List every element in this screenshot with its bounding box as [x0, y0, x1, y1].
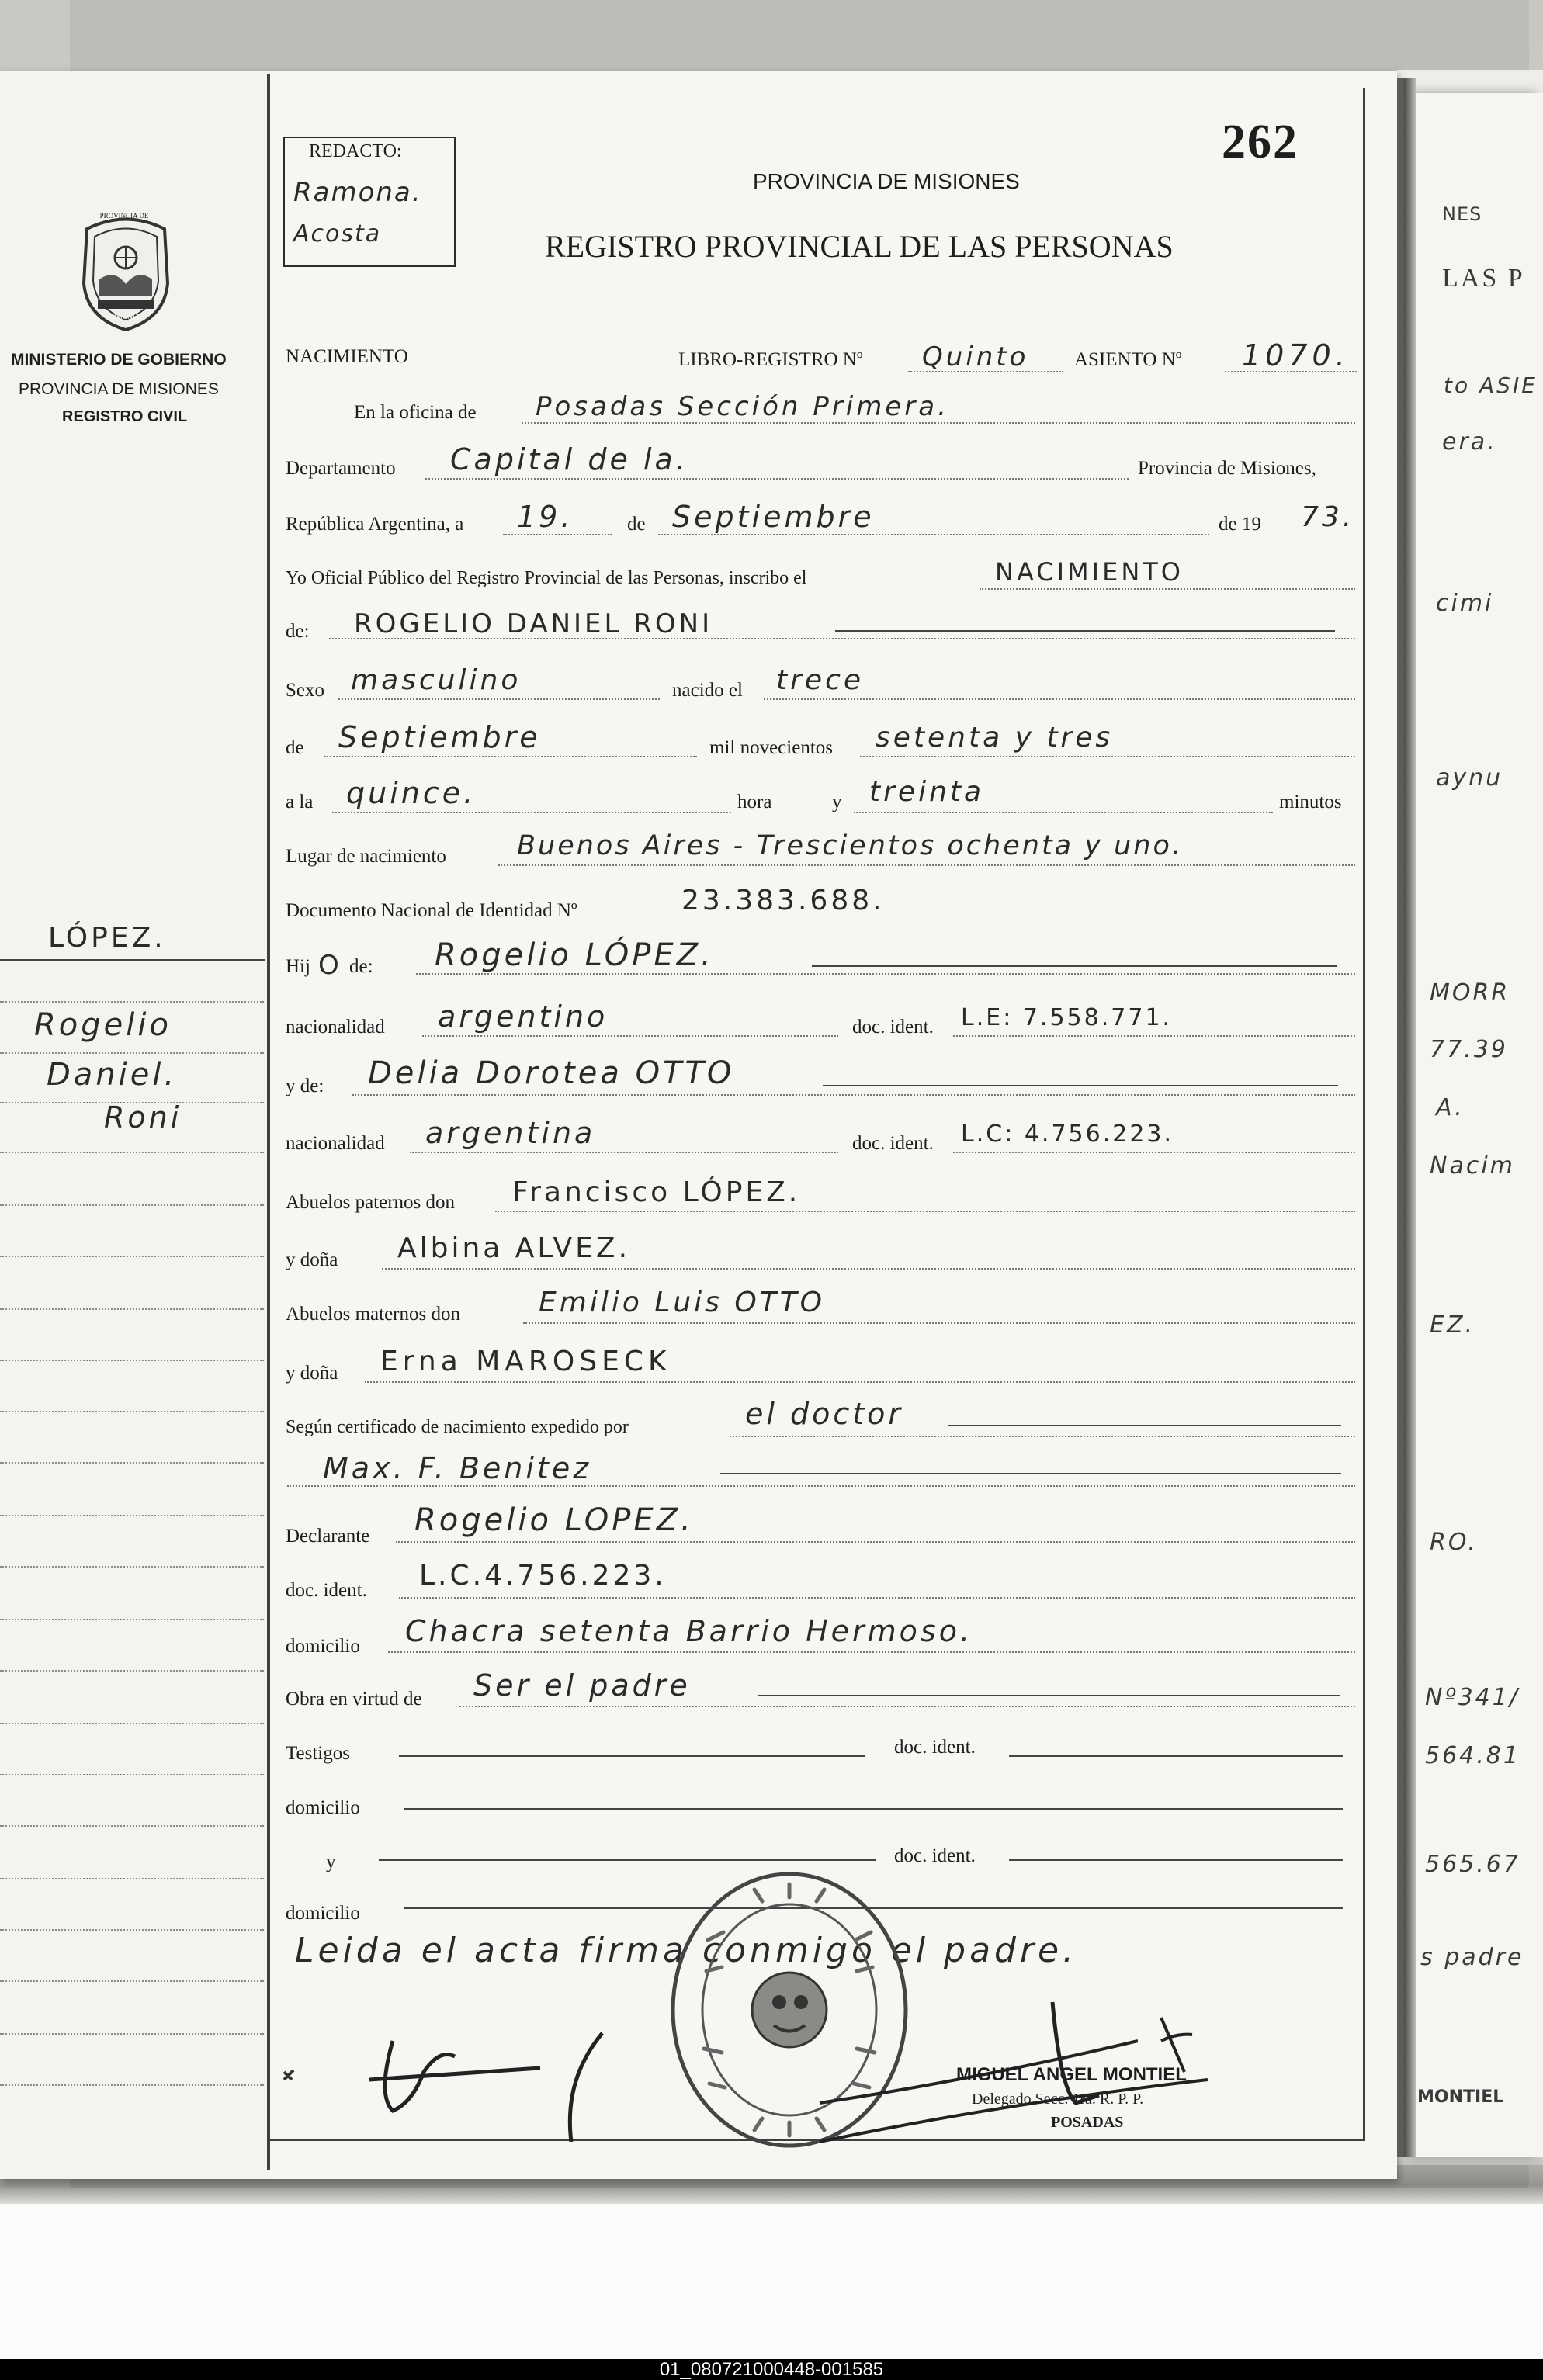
back-text: MORR — [1430, 979, 1510, 1006]
back-text: s padre — [1420, 1944, 1524, 1971]
obra-label: Obra en virtud de — [286, 1689, 422, 1710]
decl-doc-value: L.C.4.756.223. — [419, 1560, 667, 1592]
stub-line — [0, 1360, 264, 1361]
redacto-label: REDACTO: — [309, 141, 402, 161]
back-text: 565.67 — [1425, 1851, 1520, 1878]
month-value: Septiembre — [672, 500, 875, 534]
father-name-value: Rogelio LÓPEZ. — [435, 937, 714, 973]
stub-surname-line — [0, 959, 265, 961]
doctor-value: Max. F. Benitez — [323, 1451, 592, 1485]
domicilio3-label: domicilio — [286, 1903, 360, 1924]
back-text: LAS P — [1442, 264, 1525, 293]
back-text: Nº341/ — [1425, 1684, 1520, 1711]
ala-label: a la — [286, 792, 314, 812]
testigos-rule — [399, 1755, 865, 1757]
stub-line — [0, 1723, 264, 1724]
lugar-line — [498, 864, 1355, 866]
abuela-m-label: y doña — [286, 1363, 338, 1384]
abuelo-p-value: Francisco LÓPEZ. — [512, 1176, 801, 1208]
record-type-label: NACIMIENTO — [286, 346, 408, 367]
lugar-value: Buenos Aires - Trescientos ochenta y uno. — [517, 830, 1183, 861]
certificado-rule — [948, 1425, 1341, 1426]
stub-line — [0, 1102, 264, 1103]
declarante-line — [396, 1541, 1355, 1543]
year-value: 73. — [1301, 501, 1355, 533]
abuela-m-line — [365, 1381, 1355, 1383]
father-doc-line — [953, 1035, 1355, 1037]
hora-value: quince. — [346, 776, 477, 810]
departamento-label: Departamento — [286, 458, 396, 479]
back-text: 564.81 — [1425, 1742, 1520, 1769]
stub-line — [0, 1411, 264, 1412]
stub-line — [0, 1929, 264, 1931]
departamento-value: Capital de la. — [450, 442, 688, 476]
domicilio2-rule — [404, 1808, 1343, 1810]
mil-value: setenta y tres — [876, 722, 1114, 753]
father-name-rule — [812, 965, 1337, 967]
abuela-p-value: Albina ALVEZ. — [397, 1232, 631, 1264]
mother-nat-value: argentina — [425, 1116, 596, 1150]
certificado-value: el doctor — [745, 1397, 904, 1431]
mother-nat-label: nacionalidad — [286, 1133, 385, 1154]
father-nat-label: nacionalidad — [286, 1017, 385, 1038]
birth-month-value: Septiembre — [338, 720, 541, 754]
declarante-label: Declarante — [286, 1526, 370, 1547]
stub-given-3: Roni — [104, 1100, 182, 1135]
stub-surname: LÓPEZ. — [48, 922, 166, 954]
decl-doc-line — [399, 1597, 1355, 1599]
stub-line — [0, 1825, 264, 1827]
back-text: era. — [1442, 428, 1497, 456]
stub-line — [0, 1619, 264, 1620]
stub-line — [0, 1462, 264, 1464]
abuelo-p-line — [495, 1211, 1355, 1212]
testigo2-doc-label: doc. ident. — [894, 1845, 976, 1866]
oficial-value: NACIMIENTO — [995, 557, 1184, 587]
declarante-value: Rogelio LOPEZ. — [414, 1502, 694, 1538]
mother-doc-label: doc. ident. — [852, 1133, 934, 1154]
stub-line — [0, 1001, 264, 1003]
month-line — [658, 534, 1209, 535]
hijo-suffix: O — [318, 950, 339, 981]
testigos-doc-rule — [1009, 1755, 1343, 1757]
libro-line — [908, 371, 1063, 372]
hijo-label: Hij — [286, 956, 310, 977]
redacto-name-2: Acosta — [293, 220, 382, 248]
child-name-rule — [835, 630, 1335, 632]
back-text: cimi — [1436, 590, 1494, 617]
stub-line — [0, 1256, 264, 1257]
mother-doc-line — [953, 1152, 1355, 1153]
page-number: 262 — [1222, 116, 1299, 168]
sexo-label: Sexo — [286, 680, 324, 701]
obra-value: Ser el padre — [473, 1668, 691, 1703]
stub-line — [0, 1670, 264, 1672]
y-label: y — [832, 792, 842, 812]
father-nat-line — [422, 1035, 838, 1037]
abuelos-m-label: Abuelos maternos don — [286, 1304, 460, 1325]
de-label: de — [627, 514, 646, 535]
provincia-suffix: Provincia de Misiones, — [1138, 458, 1316, 479]
mother-name-rule — [823, 1085, 1338, 1086]
table-surface — [0, 2204, 1543, 2359]
oficial-text: Yo Oficial Público del Registro Provincial de las Personas, inscribo el — [286, 568, 807, 588]
mother-name-line — [352, 1094, 1355, 1096]
back-text: aynu — [1436, 764, 1503, 792]
seal-text-top: PROVINCIA DE — [99, 212, 149, 220]
image-id-label: 01_080721000448-001585 — [659, 2359, 884, 2380]
departamento-line — [425, 478, 1129, 480]
obra-line — [459, 1706, 1355, 1707]
stub-line — [0, 1774, 264, 1775]
asiento-value: 1070. — [1242, 338, 1350, 372]
mil-line — [860, 756, 1355, 757]
child-name-line — [329, 638, 1355, 639]
back-text: NES — [1442, 203, 1482, 225]
hora-label: hora — [737, 792, 772, 812]
doctor-line — [287, 1485, 1355, 1487]
minutos-value: treinta — [869, 776, 985, 808]
libro-label: LIBRO-REGISTRO Nº — [678, 349, 863, 370]
back-text: EZ. — [1430, 1311, 1475, 1339]
father-name-line — [416, 973, 1355, 975]
y2-label: y — [326, 1852, 336, 1872]
domicilio2-label: domicilio — [286, 1797, 360, 1818]
right-frame-line — [1363, 88, 1365, 2141]
mother-nat-line — [410, 1152, 838, 1153]
dni-value: 23.383.688. — [681, 885, 885, 916]
hora-line — [332, 812, 731, 813]
official-city: POSADAS — [1051, 2114, 1124, 2131]
doctor-rule — [720, 1473, 1341, 1474]
obra-rule — [758, 1695, 1340, 1696]
back-text: A. — [1436, 1094, 1465, 1121]
mother-doc-value: L.C: 4.756.223. — [961, 1121, 1174, 1148]
de2-label: de — [286, 737, 304, 758]
testigos-doc-label: doc. ident. — [894, 1737, 976, 1758]
back-text: MONTIEL — [1417, 2087, 1504, 2107]
stub-line — [0, 1308, 264, 1310]
asiento-line — [1225, 371, 1357, 372]
ministry-line-3: REGISTRO CIVIL — [62, 408, 188, 425]
stub-given-2: Daniel. — [47, 1057, 178, 1093]
official-name: MIGUEL ANGEL MONTIEL — [956, 2064, 1187, 2085]
father-doc-value: L.E: 7.558.771. — [961, 1004, 1173, 1031]
ministry-line-1: MINISTERIO DE GOBIERNO — [11, 351, 227, 369]
minutos-line — [854, 812, 1273, 813]
day-value: 19. — [517, 500, 574, 534]
official-title: Delegado Secc. 1ra. R. P. P. — [972, 2091, 1144, 2108]
right-under-page — [1414, 93, 1543, 2157]
father-nat-value: argentino — [438, 999, 609, 1034]
minutos-label: minutos — [1279, 792, 1342, 812]
abuelos-p-label: Abuelos paternos don — [286, 1192, 456, 1213]
mother-name-value: Delia Dorotea OTTO — [368, 1055, 735, 1091]
certificado-line — [730, 1436, 1355, 1437]
nacido-label: nacido el — [672, 680, 743, 701]
abuela-p-line — [382, 1268, 1355, 1270]
seal-text-bottom: MISIONES — [107, 313, 141, 320]
stub-divider — [267, 74, 270, 2170]
father-doc-label: doc. ident. — [852, 1017, 934, 1038]
abuelo-m-value: Emilio Luis OTTO — [539, 1287, 826, 1318]
republica-label: República Argentina, a — [286, 514, 464, 535]
domicilio-value: Chacra setenta Barrio Hermoso. — [405, 1614, 973, 1648]
stub-line — [0, 1566, 264, 1568]
child-name-value: ROGELIO DANIEL RONI — [354, 608, 713, 639]
certificado-label: Según certificado de nacimiento expedido por — [286, 1417, 629, 1437]
province-line: PROVINCIA DE MISIONES — [753, 169, 1020, 193]
dni-label: Documento Nacional de Identidad Nº — [286, 900, 577, 921]
libro-value: Quinto — [922, 341, 1029, 372]
testigo2-doc-rule — [1009, 1859, 1343, 1861]
decl-doc-label: doc. ident. — [286, 1580, 367, 1601]
back-text: to ASIE — [1444, 372, 1538, 398]
testigo2-rule — [379, 1859, 876, 1861]
oficina-value: Posadas Sección Primera. — [536, 391, 949, 422]
stub-line — [0, 1878, 264, 1879]
domicilio-label: domicilio — [286, 1636, 360, 1657]
testigos-label: Testigos — [286, 1743, 350, 1764]
back-text: RO. — [1430, 1529, 1478, 1556]
sexo-value: masculino — [351, 664, 522, 696]
stub-line — [0, 1152, 264, 1153]
de-name-label: de: — [286, 621, 310, 642]
abuela-m-value: Erna MAROSECK — [380, 1346, 671, 1377]
stub-given-1: Rogelio — [34, 1007, 172, 1043]
ministry-line-2: PROVINCIA DE MISIONES — [19, 380, 219, 398]
lugar-label: Lugar de nacimiento — [286, 846, 446, 867]
day-line — [503, 534, 612, 535]
registry-title: REGISTRO PROVINCIAL DE LAS PERSONAS — [545, 229, 1174, 264]
oficina-line — [522, 422, 1355, 424]
stub-line — [0, 1052, 264, 1054]
stub-line — [0, 2033, 264, 2035]
oficina-label: En la oficina de — [354, 402, 477, 423]
nacido-value: trece — [776, 664, 865, 696]
sexo-line — [338, 698, 660, 700]
abuelo-m-line — [523, 1322, 1355, 1324]
mother-label: y de: — [286, 1076, 324, 1096]
nacido-line — [764, 698, 1355, 700]
signature-marks-icon — [276, 1987, 1378, 2188]
mil-label: mil novecientos — [709, 737, 833, 758]
oficial-line — [980, 588, 1355, 590]
closing-statement: Leida el acta firma conmigo el padre. — [295, 1931, 1078, 1970]
back-text: 77.39 — [1430, 1036, 1508, 1063]
stub-line — [0, 1204, 264, 1206]
year-label: de 19 — [1219, 514, 1261, 535]
stub-line — [0, 2084, 264, 2086]
redacto-name-1: Ramona. — [293, 177, 422, 208]
stub-line — [0, 1980, 264, 1982]
stub-line — [0, 1515, 264, 1516]
hijo-de-label: de: — [349, 956, 373, 977]
asiento-label: ASIENTO Nº — [1074, 349, 1182, 370]
domicilio-line — [388, 1651, 1355, 1653]
birth-month-line — [324, 756, 697, 757]
back-text: Nacim — [1430, 1152, 1515, 1180]
abuela-p-label: y doña — [286, 1249, 338, 1270]
